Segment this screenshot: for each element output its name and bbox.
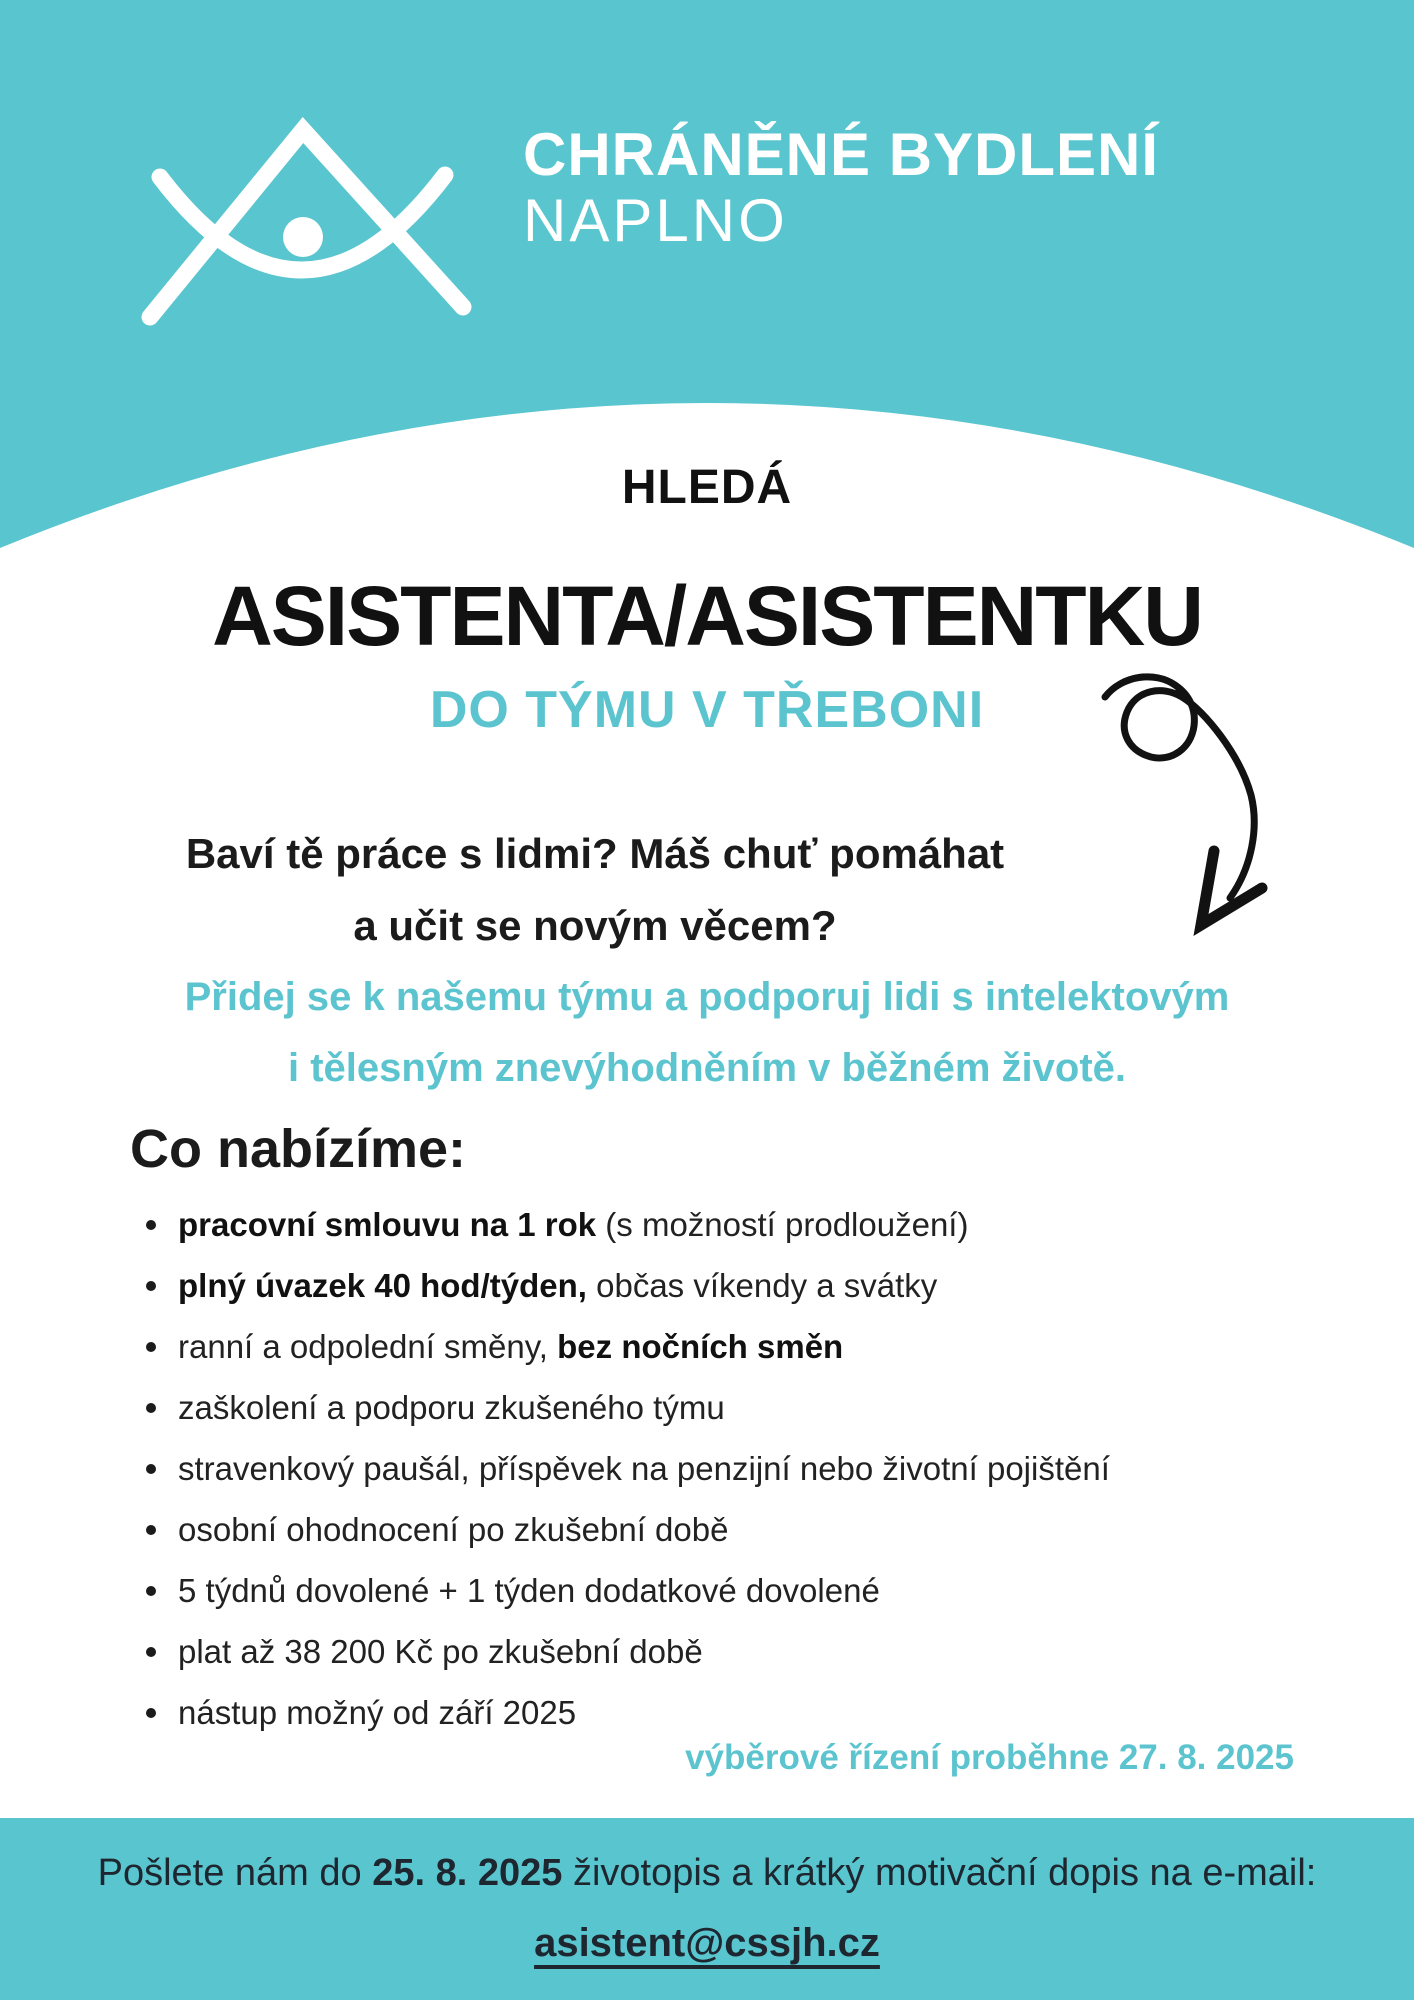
offer-item-text: osobní ohodnocení po zkušební době [178,1511,729,1548]
offer-item-text: zaškolení a podporu zkušeného týmu [178,1389,725,1426]
offer-item-bold: plný úvazek 40 hod/týden, [178,1267,587,1304]
sub-title-location: DO TÝMU V TŘEBONI [429,681,985,739]
footer-instruction-pre: Pošlete nám do [97,1852,373,1894]
offer-item [140,1322,1300,1383]
lead-heading: HLEDÁ [621,461,793,514]
brand-name-line1: CHRÁNĚNÉ BYDLENÍ [523,121,1160,188]
question-text [0,818,1190,962]
selection-date-note: výběrové řízení proběhne 27. 8. 2025 [685,1738,1294,1777]
question-line2: a učit se novým věcem? [353,902,837,949]
brand-name-line2: NAPLNO [523,187,788,254]
invitation-text [0,962,1414,1104]
offer-item-bold: pracovní smlouvu na 1 rok [178,1206,597,1243]
eye-fish-logo-icon [118,95,488,340]
offer-item-text: (s možností prodloužení) [596,1206,969,1243]
offer-item-text: občas víkendy a svátky [586,1267,938,1304]
offer-item [140,1200,1300,1261]
offer-item-text: plat až 38 200 Kč po zkušební době [178,1633,703,1670]
offer-item [140,1383,1300,1444]
contact-email-link[interactable]: asistent@cssjh.cz [534,1921,880,1965]
question-line1: Baví tě práce s lidmi? Máš chuť pomáhat [185,830,1005,877]
main-title: ASISTENTA/ASISTENTKU [212,569,1202,663]
offer-heading: Co nabízíme: [130,1119,467,1179]
footer-instruction-post: životopis a krátký motivační dopis na e-mail: [562,1852,1317,1894]
invitation-line1: Přidej se k našemu týmu a podporuj lidi s intelektovým [184,975,1230,1019]
offer-item-bold: bez nočních směn [557,1328,844,1365]
offer-list [140,1200,1300,1749]
offer-item [140,1627,1300,1688]
brand-wordmark [523,122,1159,254]
offer-item-text: ranní a odpolední směny, [178,1328,558,1365]
footer-deadline-date: 25. 8. 2025 [372,1852,563,1894]
offer-item-text: stravenkový paušál, příspěvek na penzijní nebo životní pojištění [178,1450,1110,1487]
invitation-line2: i tělesným znevýhodněním v běžném životě. [287,1046,1126,1090]
offer-item [140,1505,1300,1566]
offer-item [140,1444,1300,1505]
footer-contact-band [0,1818,1414,2000]
offer-item [140,1566,1300,1627]
footer-instruction [98,1852,1317,1895]
offer-item-text: nástup možný od září 2025 [178,1694,577,1731]
offer-item-text: 5 týdnů dovolené + 1 týden dodatkové dovolené [178,1572,880,1609]
offer-item [140,1261,1300,1322]
